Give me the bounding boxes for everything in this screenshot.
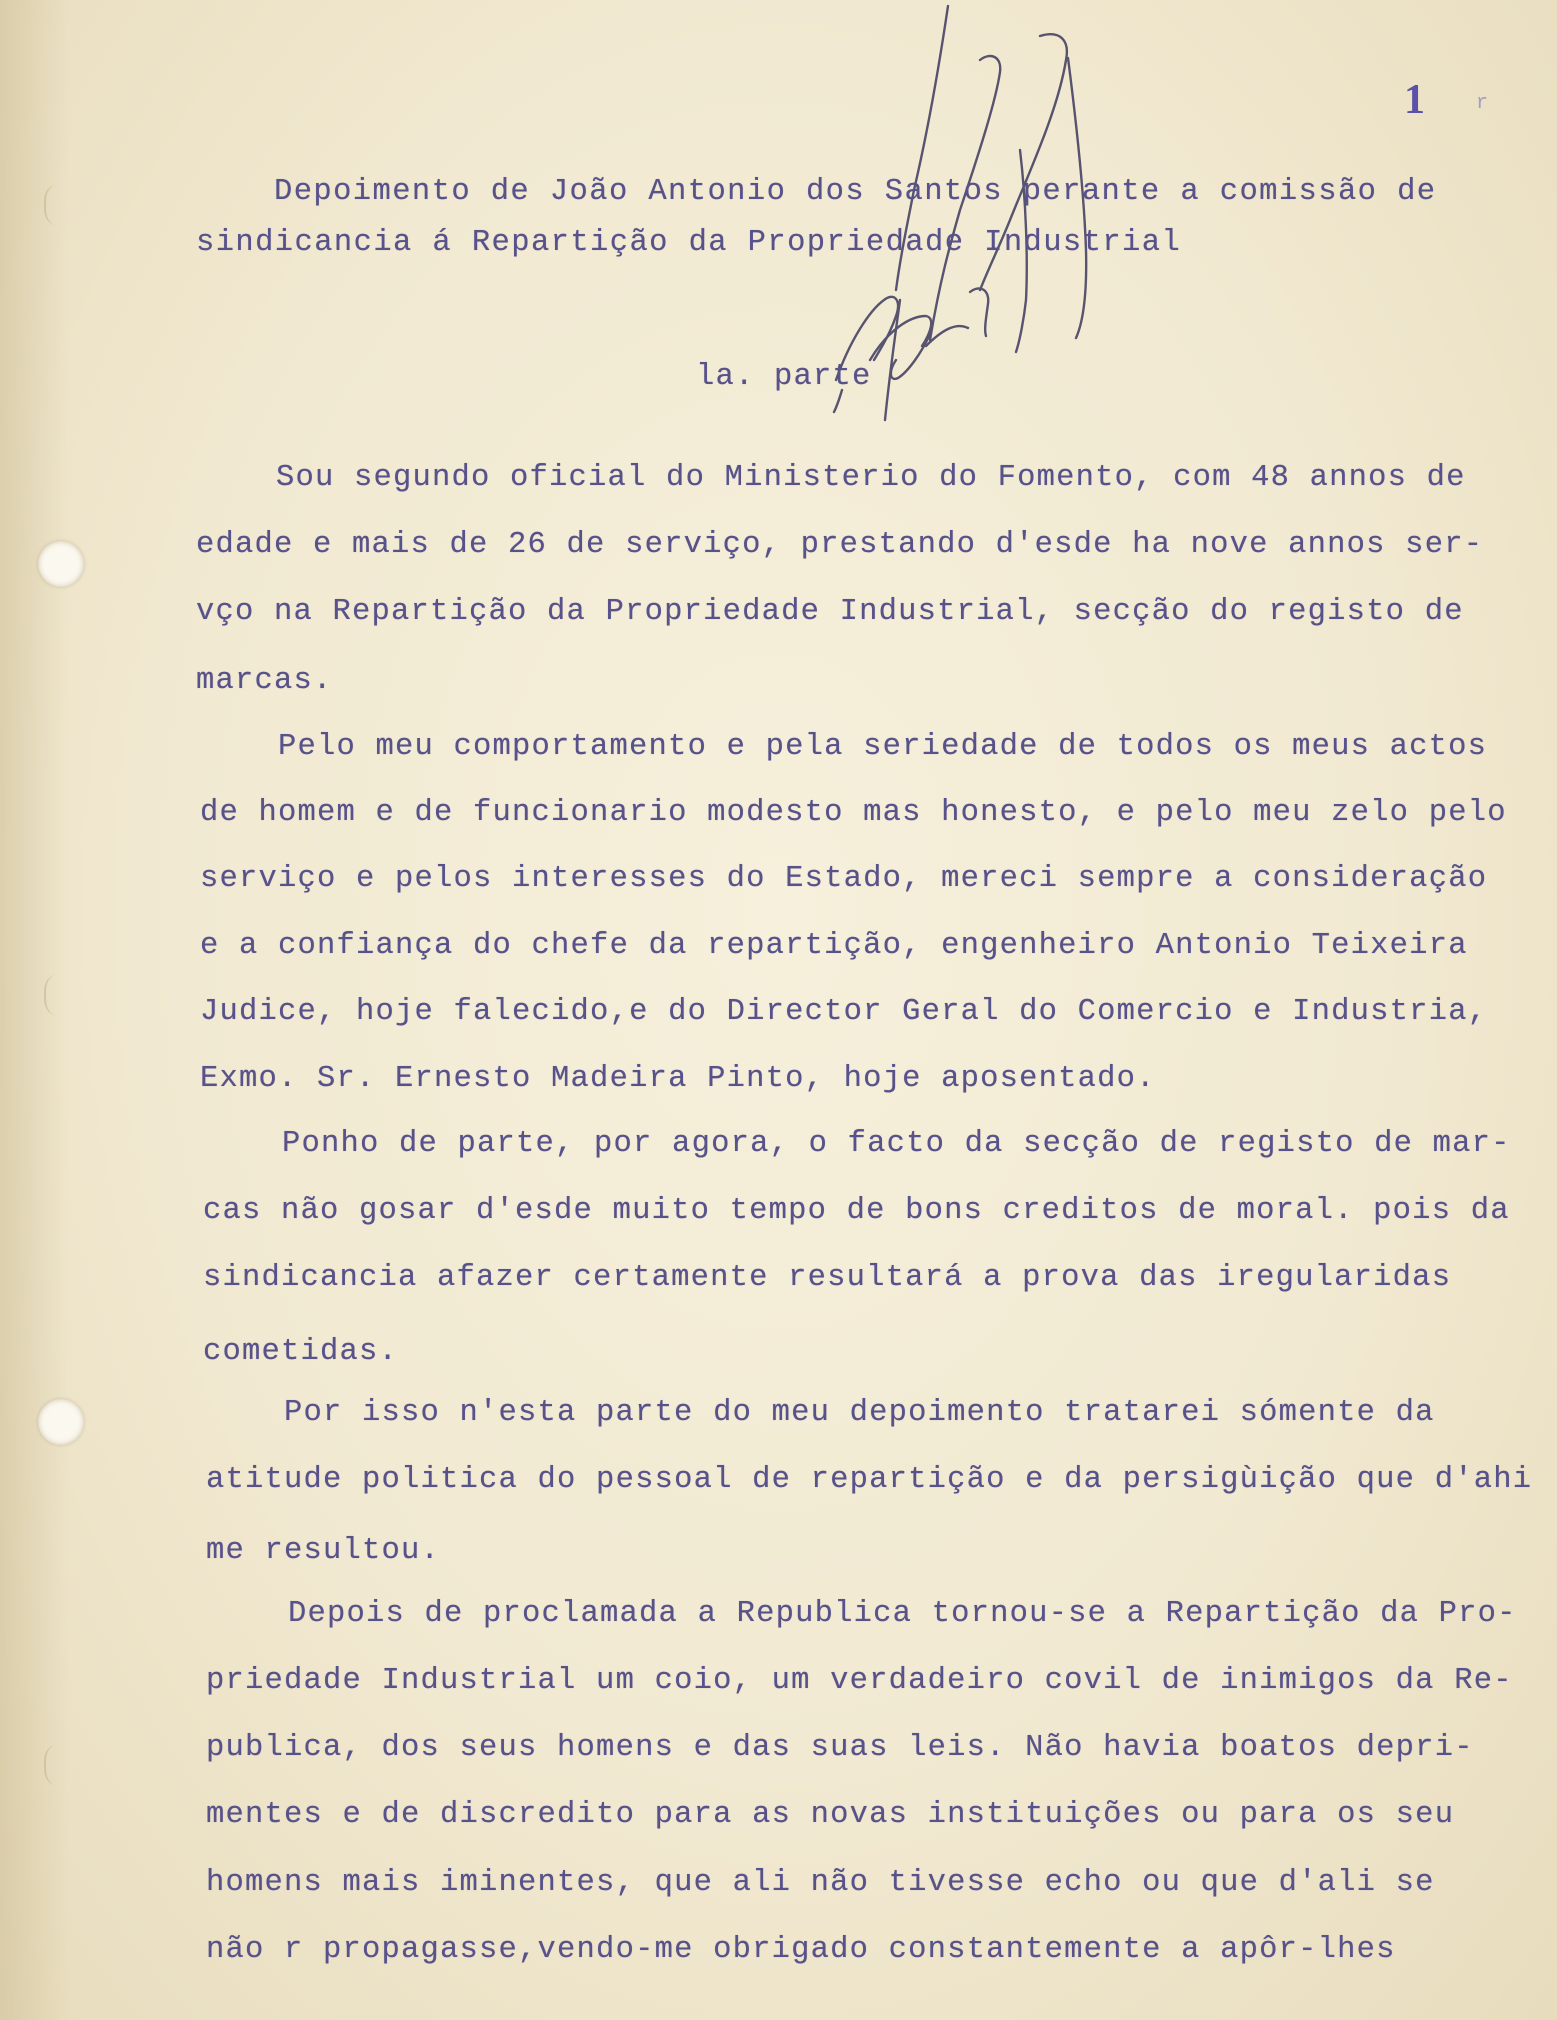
text-line: Depois de proclamada a Republica tornou-se a Repartição da Pro- [288,1597,1517,1631]
text-line: Pelo meu comportamento e pela seriedade de todos os meus actos [278,730,1488,764]
text-line: me resultou. [206,1534,441,1568]
text-line: marcas. [196,664,333,698]
text-line: não r propagasse,vendo-me obrigado constantemente a apôr-lhes [206,1933,1396,1967]
punch-hole [38,1399,84,1445]
text-line: Sou segundo oficial do Ministerio do Fomento, com 48 annos de [276,461,1466,495]
heading-line: Depoimento de João Antonio dos Santos perante a comissão de [274,175,1437,209]
page-mark: r [1476,92,1489,115]
text-line: Exmo. Sr. Ernesto Madeira Pinto, hoje aposentado. [200,1062,1156,1096]
text-line: cas não gosar d'esde muito tempo de bons creditos de moral. pois da [203,1194,1510,1228]
text-line: e a confiança do chefe da repartição, engenheiro Antonio Teixeira [200,929,1468,963]
punch-hole [38,541,84,587]
heading-line: sindicancia á Repartição da Propriedade Industrial [196,226,1182,260]
text-line: Por isso n'esta parte do meu depoimento tratarei sómente da [284,1396,1435,1430]
paper-crease [44,185,74,225]
text-line: edade e mais de 26 de serviço, prestando d'esde ha nove annos ser- [196,528,1484,562]
text-line: mentes e de discredito para as novas instituições ou para os seu [206,1798,1455,1832]
text-line: publica, dos seus homens e das suas leis. Não havia boatos depri- [206,1731,1474,1765]
text-line: Ponho de parte, por agora, o facto da secção de registo de mar- [282,1127,1511,1161]
text-line: cometidas. [203,1335,399,1369]
paper-crease [44,975,74,1015]
text-line: homens mais iminentes, que ali não tivesse echo ou que d'ali se [206,1866,1435,1900]
text-line: Judice, hoje falecido,e do Director Geral do Comercio e Industria, [200,995,1488,1029]
paper-crease [44,1745,74,1785]
text-line: sindicancia afazer certamente resultará a prova das iregularidas [203,1261,1452,1295]
section-subheading: la. parte [696,360,872,394]
text-line: priedade Industrial um coio, um verdadeiro covil de inimigos da Re- [206,1664,1513,1698]
text-line: de homem e de funcionario modesto mas honesto, e pelo meu zelo pelo [200,796,1507,830]
page-number: 1 [1404,77,1425,123]
text-line: serviço e pelos interesses do Estado, mereci sempre a consideração [200,862,1488,896]
text-line: atitude politica do pessoal de repartição e da persigùição que d'ahi [206,1463,1533,1497]
text-line: vço na Repartição da Propriedade Industrial, secção do registo de [196,595,1464,629]
